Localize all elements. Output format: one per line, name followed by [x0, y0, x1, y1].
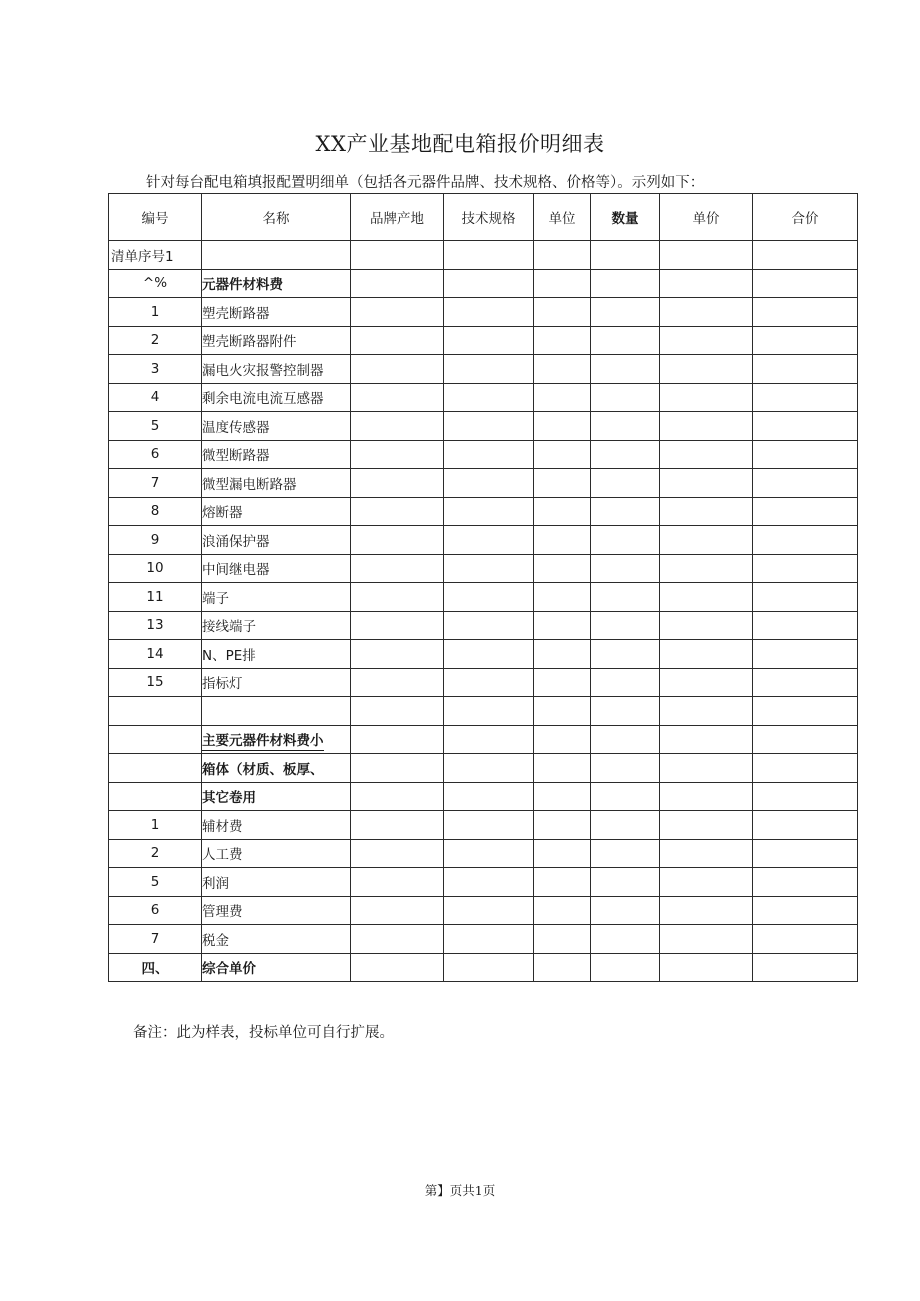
- row-number: 9: [109, 526, 202, 555]
- quantity-cell: [591, 640, 660, 669]
- row-name: [202, 697, 351, 726]
- quantity-cell: [591, 469, 660, 498]
- unit-cell: [534, 554, 591, 583]
- row-number: 15: [109, 668, 202, 697]
- unit-price-cell: [660, 754, 753, 783]
- spec-cell: [444, 326, 534, 355]
- total-price-cell: [753, 269, 858, 298]
- total-price-cell: [753, 497, 858, 526]
- row-number: 10: [109, 554, 202, 583]
- table-row: [109, 697, 858, 726]
- quantity-cell: [591, 583, 660, 612]
- total-price-cell: [753, 298, 858, 327]
- table-row: [109, 326, 858, 355]
- table-row: [109, 782, 858, 811]
- row-name: 温度传感器: [202, 412, 351, 441]
- total-price-cell: [753, 782, 858, 811]
- row-name: 塑壳断路器: [202, 298, 351, 327]
- table-row: [109, 839, 858, 868]
- brand-cell: [351, 782, 444, 811]
- spec-cell: [444, 611, 534, 640]
- brand-cell: [351, 953, 444, 982]
- quantity-cell: [591, 241, 660, 270]
- brand-cell: [351, 668, 444, 697]
- unit-cell: [534, 839, 591, 868]
- intro-text: 针对每台配电箱填报配置明细单（包括各元器件品牌、技术规格、价格等）。示列如下：: [146, 175, 705, 191]
- row-name: 剩余电流电流互感器: [202, 383, 351, 412]
- header-quantity: 数量: [591, 194, 660, 241]
- total-price-cell: [753, 583, 858, 612]
- row-name: 指标灯: [202, 668, 351, 697]
- table-row: [109, 554, 858, 583]
- spec-cell: [444, 925, 534, 954]
- spec-cell: [444, 782, 534, 811]
- brand-cell: [351, 383, 444, 412]
- table-row: [109, 269, 858, 298]
- unit-cell: [534, 241, 591, 270]
- row-number: 四、: [109, 953, 202, 982]
- total-price-cell: [753, 611, 858, 640]
- brand-cell: [351, 640, 444, 669]
- row-name: [202, 725, 351, 754]
- row-number: 1: [109, 811, 202, 840]
- row-number: 2: [109, 839, 202, 868]
- row-name: 中间继电器: [202, 554, 351, 583]
- unit-price-cell: [660, 440, 753, 469]
- unit-cell: [534, 611, 591, 640]
- quantity-cell: [591, 526, 660, 555]
- table-row: [109, 811, 858, 840]
- row-name: 辅材费: [202, 811, 351, 840]
- row-number: 14: [109, 640, 202, 669]
- unit-price-cell: [660, 811, 753, 840]
- row-number: 11: [109, 583, 202, 612]
- spec-cell: [444, 725, 534, 754]
- spec-cell: [444, 811, 534, 840]
- brand-cell: [351, 412, 444, 441]
- table-row: [109, 640, 858, 669]
- unit-cell: [534, 782, 591, 811]
- brand-cell: [351, 839, 444, 868]
- unit-price-cell: [660, 241, 753, 270]
- unit-cell: [534, 269, 591, 298]
- brand-cell: [351, 811, 444, 840]
- table-row: [109, 668, 858, 697]
- spec-cell: [444, 383, 534, 412]
- quantity-cell: [591, 697, 660, 726]
- row-name: 税金: [202, 925, 351, 954]
- row-name: 微型断路器: [202, 440, 351, 469]
- brand-cell: [351, 554, 444, 583]
- unit-price-cell: [660, 611, 753, 640]
- total-price-cell: [753, 412, 858, 441]
- brand-cell: [351, 896, 444, 925]
- unit-price-cell: [660, 640, 753, 669]
- table-row: [109, 611, 858, 640]
- quantity-cell: [591, 326, 660, 355]
- total-price-cell: [753, 383, 858, 412]
- unit-price-cell: [660, 298, 753, 327]
- spec-cell: [444, 241, 534, 270]
- unit-price-cell: [660, 868, 753, 897]
- row-name: 利润: [202, 868, 351, 897]
- table-row: [109, 868, 858, 897]
- brand-cell: [351, 241, 444, 270]
- unit-cell: [534, 412, 591, 441]
- unit-cell: [534, 925, 591, 954]
- total-price-cell: [753, 896, 858, 925]
- brand-cell: [351, 754, 444, 783]
- document-title: XX产业基地配电箱报价明细表: [315, 132, 605, 156]
- quantity-cell: [591, 269, 660, 298]
- row-number: 6: [109, 440, 202, 469]
- spec-cell: [444, 668, 534, 697]
- table-row: [109, 953, 858, 982]
- row-number: 5: [109, 412, 202, 441]
- total-price-cell: [753, 868, 858, 897]
- brand-cell: [351, 469, 444, 498]
- total-price-cell: [753, 469, 858, 498]
- total-price-cell: [753, 241, 858, 270]
- quantity-cell: [591, 868, 660, 897]
- spec-cell: [444, 839, 534, 868]
- unit-cell: [534, 469, 591, 498]
- row-name: N、PE排: [202, 640, 351, 669]
- table-row: [109, 383, 858, 412]
- quantity-cell: [591, 839, 660, 868]
- row-number: 8: [109, 497, 202, 526]
- table-row: [109, 412, 858, 441]
- unit-cell: [534, 725, 591, 754]
- total-price-cell: [753, 697, 858, 726]
- unit-cell: [534, 697, 591, 726]
- quantity-cell: [591, 440, 660, 469]
- total-price-cell: [753, 839, 858, 868]
- header-unit: 单位: [534, 194, 591, 241]
- row-number: 13: [109, 611, 202, 640]
- row-name: 人工费: [202, 839, 351, 868]
- unit-cell: [534, 811, 591, 840]
- unit-price-cell: [660, 953, 753, 982]
- unit-price-cell: [660, 383, 753, 412]
- header-spec: 技术规格: [444, 194, 534, 241]
- unit-cell: [534, 640, 591, 669]
- total-price-cell: [753, 725, 858, 754]
- header-total-price: 合价: [753, 194, 858, 241]
- total-price-cell: [753, 326, 858, 355]
- spec-cell: [444, 497, 534, 526]
- spec-cell: [444, 754, 534, 783]
- table-row: [109, 925, 858, 954]
- total-price-cell: [753, 811, 858, 840]
- row-name: 塑壳断路器附件: [202, 326, 351, 355]
- row-name: 箱体（材质、板厚、: [202, 754, 351, 783]
- total-price-cell: [753, 355, 858, 384]
- unit-price-cell: [660, 526, 753, 555]
- quantity-cell: [591, 355, 660, 384]
- table-row: [109, 725, 858, 754]
- unit-cell: [534, 355, 591, 384]
- unit-price-cell: [660, 469, 753, 498]
- brand-cell: [351, 526, 444, 555]
- header-unit-price: 单价: [660, 194, 753, 241]
- row-number: 7: [109, 469, 202, 498]
- row-name: 元器件材料费: [202, 269, 351, 298]
- unit-price-cell: [660, 497, 753, 526]
- total-price-cell: [753, 953, 858, 982]
- spec-cell: [444, 953, 534, 982]
- quantity-cell: [591, 497, 660, 526]
- spec-cell: [444, 697, 534, 726]
- unit-price-cell: [660, 326, 753, 355]
- total-price-cell: [753, 440, 858, 469]
- row-number: [109, 725, 202, 754]
- unit-cell: [534, 668, 591, 697]
- table-row: [109, 298, 858, 327]
- price-detail-table: [108, 193, 858, 982]
- spec-cell: [444, 440, 534, 469]
- brand-cell: [351, 298, 444, 327]
- spec-cell: [444, 355, 534, 384]
- spec-cell: [444, 554, 534, 583]
- row-name: 综合单价: [202, 953, 351, 982]
- table-row: [109, 526, 858, 555]
- unit-cell: [534, 896, 591, 925]
- unit-price-cell: [660, 725, 753, 754]
- quantity-cell: [591, 554, 660, 583]
- unit-cell: [534, 383, 591, 412]
- row-number: 1: [109, 298, 202, 327]
- spec-cell: [444, 640, 534, 669]
- quantity-cell: [591, 668, 660, 697]
- table-header-row: [109, 194, 858, 241]
- unit-price-cell: [660, 839, 753, 868]
- unit-cell: [534, 953, 591, 982]
- total-price-cell: [753, 668, 858, 697]
- quantity-cell: [591, 298, 660, 327]
- brand-cell: [351, 725, 444, 754]
- total-price-cell: [753, 925, 858, 954]
- total-price-cell: [753, 554, 858, 583]
- quantity-cell: [591, 383, 660, 412]
- table-row: [109, 469, 858, 498]
- total-price-cell: [753, 640, 858, 669]
- row-number: [109, 754, 202, 783]
- total-price-cell: [753, 526, 858, 555]
- row-number: 5: [109, 868, 202, 897]
- row-number: 清单序号1: [109, 241, 202, 270]
- spec-cell: [444, 412, 534, 441]
- row-number: 3: [109, 355, 202, 384]
- brand-cell: [351, 697, 444, 726]
- header-brand-origin: 品牌产地: [351, 194, 444, 241]
- brand-cell: [351, 269, 444, 298]
- total-price-cell: [753, 754, 858, 783]
- unit-price-cell: [660, 925, 753, 954]
- row-number: ^%: [109, 269, 202, 298]
- unit-cell: [534, 298, 591, 327]
- unit-cell: [534, 526, 591, 555]
- header-number: 编号: [109, 194, 202, 241]
- quantity-cell: [591, 611, 660, 640]
- unit-price-cell: [660, 583, 753, 612]
- table-row: [109, 896, 858, 925]
- spec-cell: [444, 583, 534, 612]
- row-name: 其它卷用: [202, 782, 351, 811]
- row-name: 微型漏电断路器: [202, 469, 351, 498]
- table-row: [109, 583, 858, 612]
- unit-price-cell: [660, 668, 753, 697]
- brand-cell: [351, 326, 444, 355]
- unit-cell: [534, 868, 591, 897]
- unit-price-cell: [660, 896, 753, 925]
- row-number: [109, 697, 202, 726]
- table-row: [109, 241, 858, 270]
- subtotal-label: 主要元器件材料费小: [202, 733, 324, 750]
- quantity-cell: [591, 725, 660, 754]
- unit-cell: [534, 583, 591, 612]
- quantity-cell: [591, 953, 660, 982]
- quantity-cell: [591, 896, 660, 925]
- unit-price-cell: [660, 697, 753, 726]
- row-number: 4: [109, 383, 202, 412]
- remark-note: 备注：此为样表，投标单位可自行扩展。: [133, 1025, 394, 1041]
- row-number: 2: [109, 326, 202, 355]
- table-row: [109, 440, 858, 469]
- brand-cell: [351, 583, 444, 612]
- row-name: 接线端子: [202, 611, 351, 640]
- row-number: 7: [109, 925, 202, 954]
- quantity-cell: [591, 811, 660, 840]
- table-row: [109, 754, 858, 783]
- unit-cell: [534, 326, 591, 355]
- row-name: [202, 241, 351, 270]
- row-name: 浪涌保护器: [202, 526, 351, 555]
- spec-cell: [444, 298, 534, 327]
- brand-cell: [351, 440, 444, 469]
- row-name: 管理费: [202, 896, 351, 925]
- spec-cell: [444, 868, 534, 897]
- quantity-cell: [591, 412, 660, 441]
- unit-price-cell: [660, 355, 753, 384]
- unit-price-cell: [660, 269, 753, 298]
- row-number: 6: [109, 896, 202, 925]
- page-footer: 第】页共1页: [424, 1183, 496, 1198]
- spec-cell: [444, 269, 534, 298]
- spec-cell: [444, 469, 534, 498]
- row-name: 端子: [202, 583, 351, 612]
- row-number: [109, 782, 202, 811]
- unit-price-cell: [660, 782, 753, 811]
- table-row: [109, 497, 858, 526]
- unit-price-cell: [660, 412, 753, 441]
- quantity-cell: [591, 782, 660, 811]
- row-name: 熔断器: [202, 497, 351, 526]
- brand-cell: [351, 868, 444, 897]
- table-row: [109, 355, 858, 384]
- unit-cell: [534, 440, 591, 469]
- spec-cell: [444, 896, 534, 925]
- header-name: 名称: [202, 194, 351, 241]
- unit-cell: [534, 497, 591, 526]
- spec-cell: [444, 526, 534, 555]
- quantity-cell: [591, 925, 660, 954]
- unit-cell: [534, 754, 591, 783]
- brand-cell: [351, 925, 444, 954]
- unit-price-cell: [660, 554, 753, 583]
- quantity-cell: [591, 754, 660, 783]
- row-name: 漏电火灾报警控制器: [202, 355, 351, 384]
- brand-cell: [351, 355, 444, 384]
- brand-cell: [351, 611, 444, 640]
- brand-cell: [351, 497, 444, 526]
